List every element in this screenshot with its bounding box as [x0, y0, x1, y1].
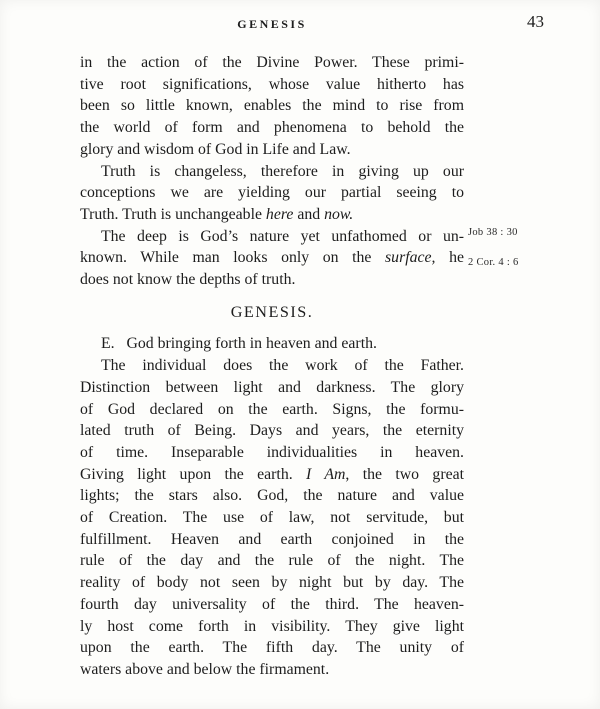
text-line: Truth is changeless, therefore in giving up our [101, 162, 464, 180]
text-line: reality of body not seen by night but by day. The [80, 574, 464, 592]
margin-note-cor: 2 Cor. 4 : 6 [468, 257, 519, 268]
text-line: been so little known, enables the mind to rise from [80, 97, 464, 115]
paragraph [80, 52, 464, 161]
text-line: known. While man looks only on the surface, he [80, 249, 464, 267]
text-line: ly host come forth in visibility. They give light [80, 617, 464, 635]
text-line: Distinction between light and darkness. The glory [80, 378, 464, 396]
text-line: lights; the stars also. God, the nature and value [80, 487, 464, 505]
text-line: conceptions we are yielding our partial seeing to [80, 184, 464, 202]
text-line: fourth day universality of the third. The heaven- [80, 595, 464, 613]
text-line: rule of the day and the rule of the night. The [80, 552, 464, 570]
text-line: The deep is God’s nature yet unfathomed or un- [101, 227, 464, 245]
text-line: tive root significations, whose value hitherto has [80, 75, 464, 93]
paragraph [80, 333, 464, 355]
text-line: waters above and below the firmament. [80, 660, 330, 678]
text-line: upon the earth. The fifth day. The unity of [80, 639, 464, 657]
text-line: the world of form and phenomena to behold the [80, 119, 464, 137]
text-line: The individual does the work of the Father. [101, 357, 464, 375]
text-line: lated truth of Being. Days and years, the eternity [80, 422, 464, 440]
paragraph [80, 355, 464, 681]
text-line: Truth. Truth is unchangeable here and now. [80, 205, 354, 223]
text-line: glory and wisdom of God in Life and Law. [80, 140, 351, 158]
text-line: in the action of the Divine Power. These primi- [80, 54, 464, 71]
section-heading: GENESIS. [230, 302, 314, 321]
page-number: 43 [527, 12, 544, 31]
text-line: fulfillment. Heaven and earth conjoined in the [80, 530, 464, 548]
running-head: GENESIS [237, 17, 307, 31]
text-line: Giving light upon the earth. I Am, the two great [80, 465, 464, 483]
margin-note-job: Job 38 : 30 [468, 227, 518, 238]
paragraph [80, 161, 464, 226]
text-line: does not know the depths of truth. [80, 271, 296, 289]
text-line: of Creation. The use of law, not servitude, but [80, 509, 464, 527]
paragraph [80, 226, 464, 291]
text-body [80, 52, 464, 681]
text-line: of God declared on the earth. Signs, the formu- [80, 400, 464, 418]
text-line: of time. Inseparable individualities in heaven. [80, 443, 464, 461]
text-line: E. God bringing forth in heaven and earth. [101, 335, 377, 353]
